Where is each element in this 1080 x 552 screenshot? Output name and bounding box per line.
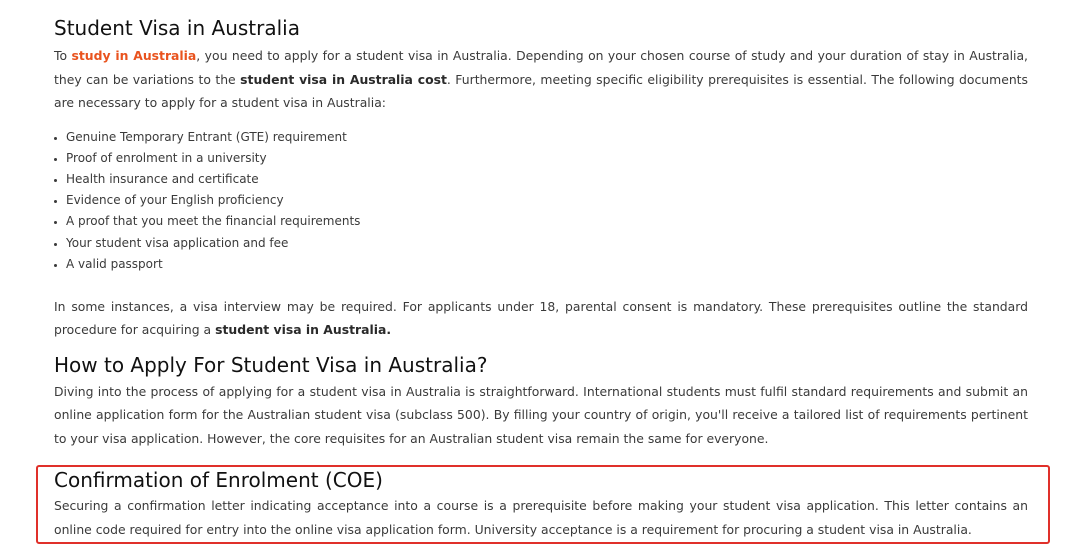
list-item: • Health insurance and certificate (66, 169, 1028, 190)
list-item: • A proof that you meet the financial requirements (66, 211, 1028, 232)
coe-paragraph: Securing a confirmation letter indicating acceptance into a course is a prerequisite before making your student visa application. This letter contains an online code required for entry into the online visa application form. University acceptance is a requirement for procuring a student visa in Australia. (54, 498, 1028, 537)
coe-section (54, 466, 1028, 541)
visa-cost-emphasis: student visa in Australia cost (240, 71, 447, 87)
list-item: • A valid passport (66, 254, 1028, 275)
list-item: • Proof of enrolment in a university (66, 148, 1028, 169)
interview-text: In some instances, a visa interview may be required. For applicants under 18, parental consent is mandatory. These prerequisites outline the standard procedure for acquiring a (54, 298, 1028, 338)
list-item: • Genuine Temporary Entrant (GTE) requirement (66, 127, 1028, 148)
section-title-student-visa: Student Visa in Australia (54, 16, 300, 40)
required-documents-list (54, 127, 1028, 275)
interview-paragraph (54, 295, 1028, 342)
intro-text-middle: , you need to apply for a student visa in Australia. Depending on your chosen course of study and your duration of stay in Australia, they can be variations to the (54, 48, 1028, 87)
section-title-how-to-apply: How to Apply For Student Visa in Australia? (54, 352, 488, 377)
intro-paragraph (54, 44, 1028, 115)
list-item: • Evidence of your English proficiency (66, 190, 1028, 211)
section-title-coe: Confirmation of Enrolment (COE) (54, 468, 383, 492)
student-visa-emphasis: student visa in Australia. (215, 322, 392, 338)
study-in-australia-link[interactable]: study in Australia (71, 48, 197, 63)
list-item: • Your student visa application and fee (66, 233, 1028, 254)
how-to-apply-paragraph: Diving into the process of applying for a student visa in Australia is straightforward. International students must fulfil standard requirements and submit an online application form for the Australian student visa (subclass 500). By filling your country of origin, you'll receive a tailored list of requirements pertinent to your visa application. However, the core requisites for an Australian student visa remain the same for everyone. (54, 383, 1028, 446)
article-content (54, 14, 1028, 450)
intro-text-end: . Furthermore, meeting specific eligibility prerequisites is essential. The following documents are necessary to apply for a student visa in Australia: (54, 71, 1028, 110)
intro-text-start: To (54, 48, 72, 63)
